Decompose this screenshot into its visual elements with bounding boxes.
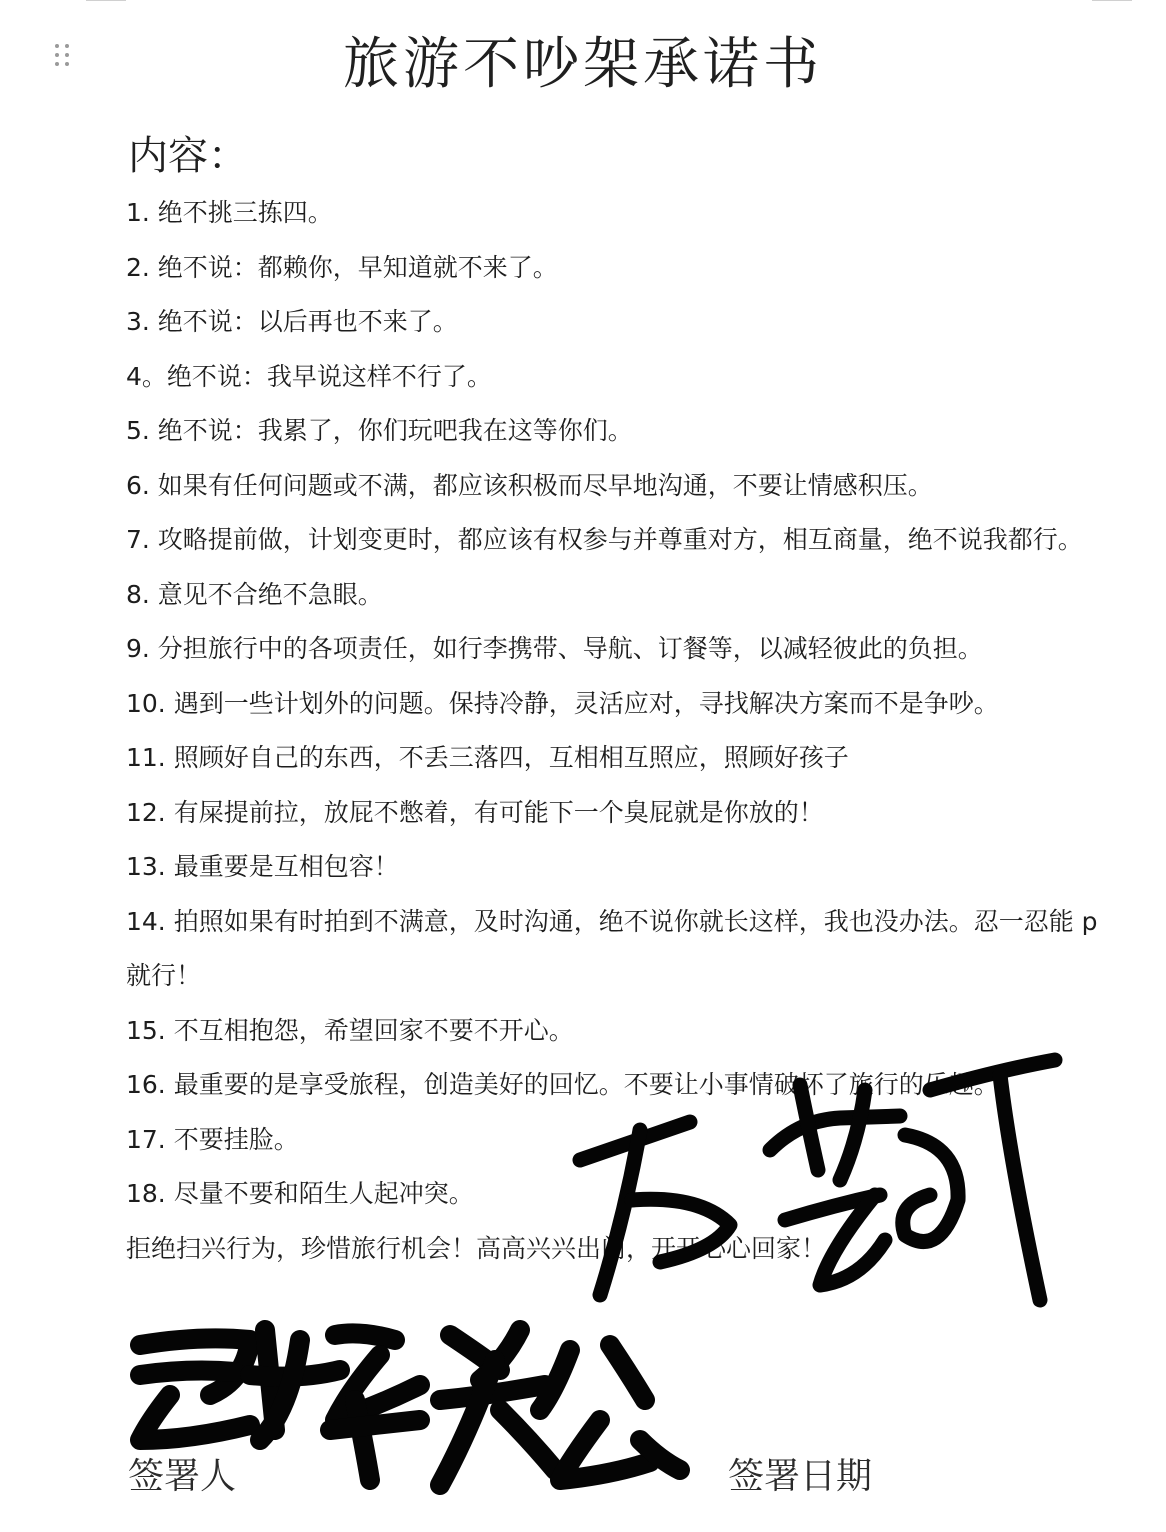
list-item: 9. 分担旅行中的各项责任，如行李携带、导航、订餐等，以减轻彼此的负担。: [126, 634, 983, 663]
list-item: 5. 绝不说：我累了，你们玩吧我在这等你们。: [126, 416, 633, 445]
signing-date-label: 签署日期: [728, 1456, 873, 1497]
commitment-list: [126, 186, 1101, 1276]
list-item: 2. 绝不说：都赖你，早知道就不来了。: [126, 252, 558, 282]
list-item: 18. 尽量不要和陌生人起冲突。: [126, 1179, 474, 1208]
section-heading: 内容：: [128, 133, 248, 179]
list-item: 6. 如果有任何问题或不满，都应该积极而尽早地沟通，不要让情感积压。: [126, 470, 933, 500]
signer-label: 签署人: [128, 1456, 237, 1497]
list-item: 13. 最重要是互相包容！: [126, 852, 399, 881]
list-item: 7. 攻略提前做，计划变更时，都应该有权参与并尊重对方，相互商量，绝不说我都行。: [126, 525, 1083, 554]
page-corner-mark-left: [86, 0, 126, 5]
list-item: 4。绝不说：我早说这样不行了。: [126, 361, 492, 391]
list-item: 15. 不互相抱怨，希望回家不要不开心。: [126, 1015, 574, 1045]
list-item: 8. 意见不合绝不急眼。: [126, 579, 383, 609]
list-item: 17. 不要挂脸。: [126, 1124, 299, 1154]
list-item: 12. 有屎提前拉，放屁不憋着，有可能下一个臭屁就是你放的！: [126, 797, 824, 827]
list-item: 10. 遇到一些计划外的问题。保持冷静，灵活应对，寻找解决方案而不是争吵。: [126, 688, 999, 718]
list-item: 3. 绝不说：以后再也不来了。: [126, 307, 458, 336]
list-item: 16. 最重要的是享受旅程，创造美好的回忆。不要让小事情破坏了旅行的乐趣。: [126, 1070, 999, 1099]
list-item: 1. 绝不挑三拣四。: [126, 198, 333, 227]
closing-statement: 拒绝扫兴行为，珍惜旅行机会！高高兴兴出门，开开心心回家！: [126, 1233, 827, 1263]
list-item: 14. 拍照如果有时拍到不满意，及时沟通，绝不说你就长这样，我也没办法。忍一忍能 p 就行！: [126, 906, 1098, 990]
document-title: 旅游不吵架承诺书: [343, 32, 823, 97]
list-item: 11. 照顾好自己的东西，不丢三落四，互相相互照应，照顾好孩子: [126, 743, 849, 772]
page-corner-mark-right: [1092, 0, 1132, 5]
